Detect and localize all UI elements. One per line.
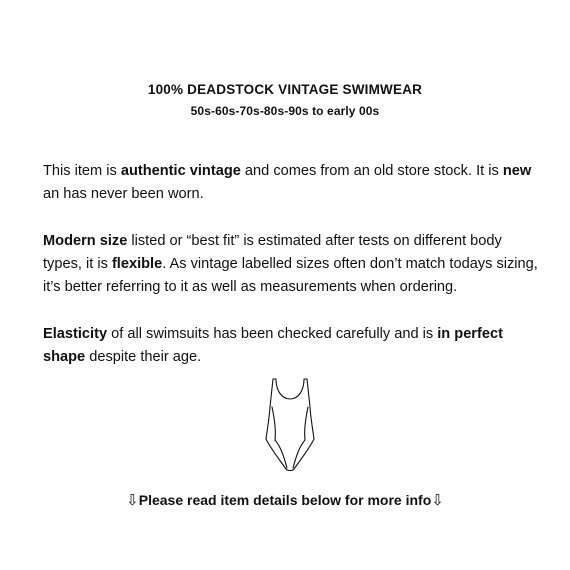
swimsuit-outline [266,379,314,471]
page-subtitle: 50s-60s-70s-80s-90s to early 00s [190,104,380,118]
elasticity-paragraph [43,323,543,369]
sizing-paragraph [43,230,543,299]
text: and comes from an old store stock. It is [240,163,503,179]
text: listed or “best fit” is estimated after tests on different body types, it is [43,233,502,272]
text: . As vintage labelled sizes often don’t match todays sizing, it’s better referring to it as well as measurements when ordering. [43,256,538,295]
emphasis-flexible: flexible [111,256,163,272]
authenticity-paragraph [43,160,543,206]
emphasis-elasticity: Elasticity [43,326,108,342]
down-arrow-icon: ⇩ [431,491,444,509]
text: This item is [43,163,121,179]
text: of all swimsuits has been checked carefully and is [107,326,438,342]
swimsuit-seam-left [272,407,275,440]
emphasis-new: new [502,163,532,179]
emphasis-perfect-shape: in perfect shape [43,326,503,365]
text: despite their age. [85,349,202,365]
details-note-text: Please read item details below for more info [138,492,432,508]
text: an has never been worn. [43,186,204,202]
details-note [0,491,570,509]
page-title: 100% DEADSTOCK VINTAGE SWIMWEAR [147,82,423,97]
down-arrow-icon: ⇩ [126,491,139,509]
swimsuit-icon [262,377,318,473]
swimsuit-leg-right [293,440,305,468]
swimsuit-leg-left [275,440,287,468]
emphasis-modern-size: Modern size [43,233,128,249]
emphasis-authentic-vintage: authentic vintage [120,163,241,179]
swimsuit-seam-right [305,407,308,440]
